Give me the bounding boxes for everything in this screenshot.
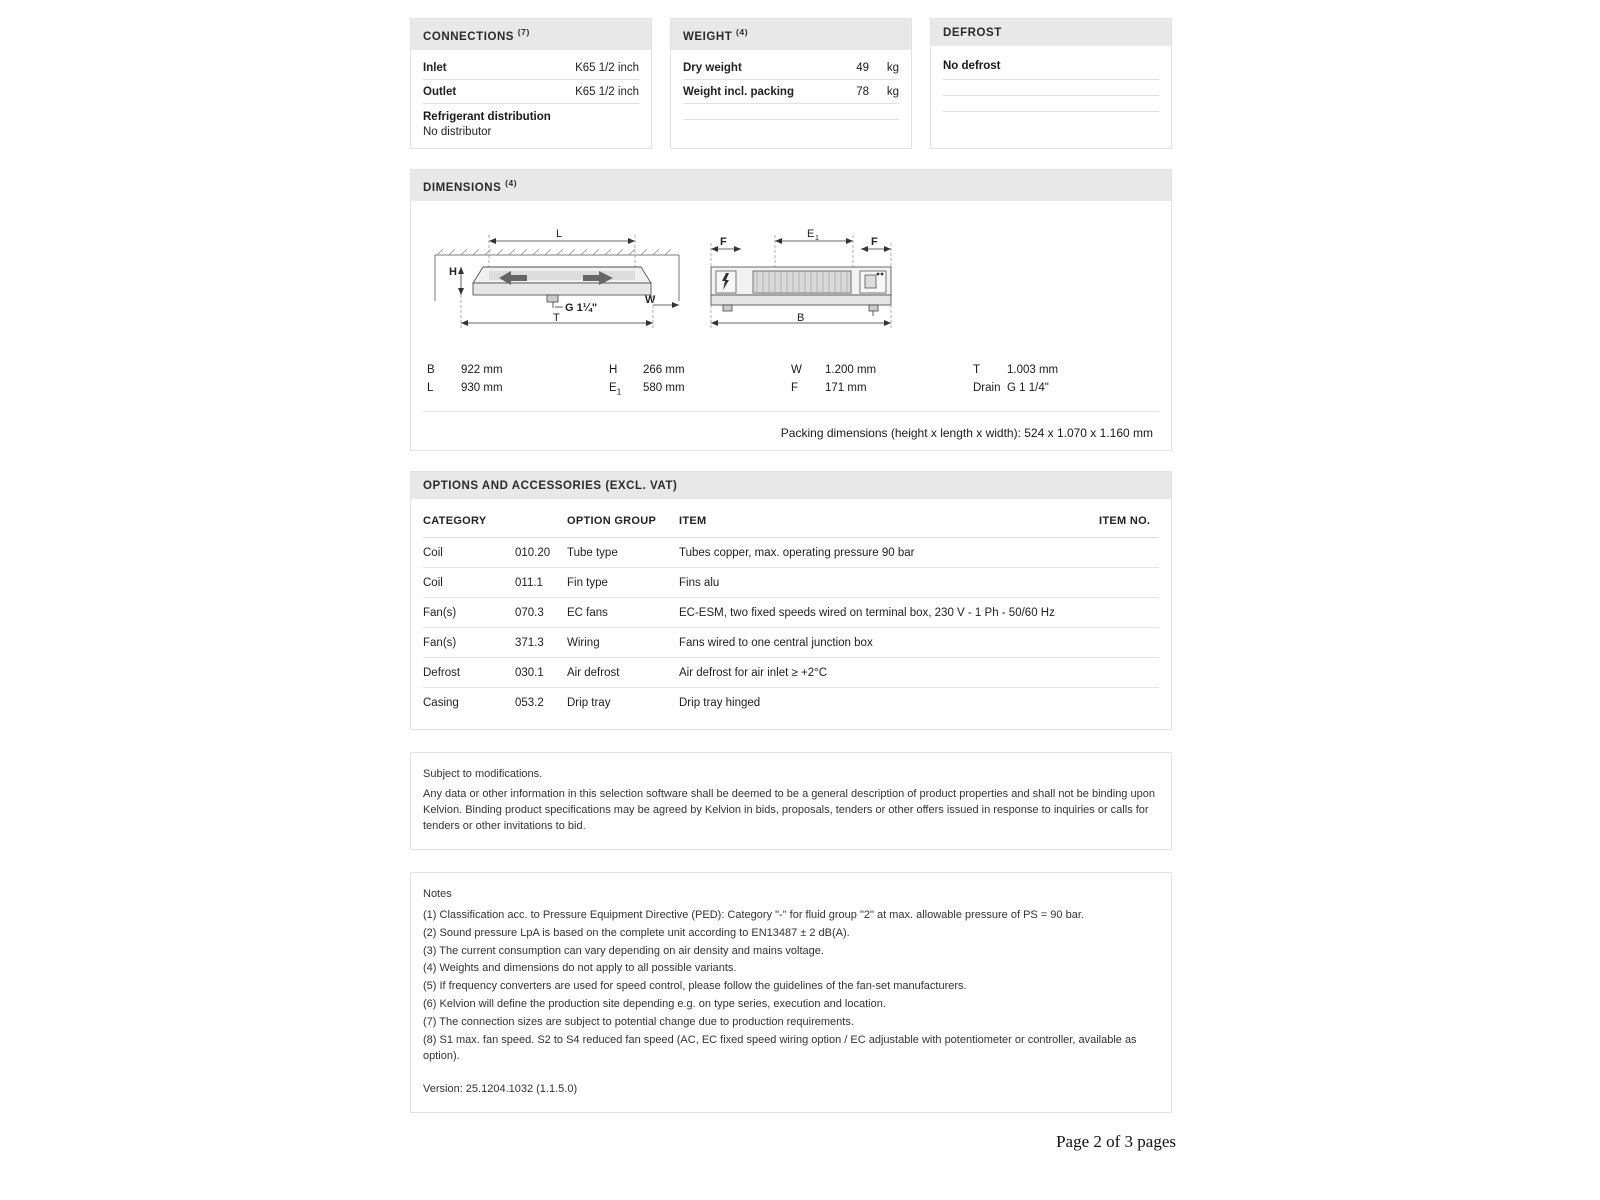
weight-title: WEIGHT (683, 30, 733, 43)
weight-note-ref: (4) (736, 27, 749, 37)
header-option-group: OPTION GROUP (567, 503, 679, 538)
dimensions-title: DIMENSIONS (423, 181, 502, 194)
defrost-value: No defrost (943, 52, 1159, 80)
weight-panel (670, 18, 912, 149)
svg-text:T: T (553, 311, 560, 324)
svg-text:H: H (449, 265, 457, 278)
notes-list (423, 907, 1159, 1066)
disclaimer-block (410, 752, 1172, 850)
notes-block (410, 872, 1172, 1113)
dimension-item (609, 361, 791, 379)
note-item: (7) The connection sizes are subject to potential change due to production requirements. (423, 1016, 854, 1029)
dimension-value: G 1 1/4" (1007, 381, 1049, 394)
cell-item-no (1099, 567, 1159, 597)
cell-group: Tube type (567, 537, 679, 567)
disclaimer-first-line: Subject to modifications. (423, 767, 543, 780)
dimension-value: 580 mm (643, 381, 685, 394)
dimension-symbol: T (973, 363, 981, 376)
dimension-symbol: H (609, 363, 618, 376)
svg-text:F: F (871, 235, 878, 248)
connections-note-ref: (7) (517, 27, 530, 37)
dimension-symbol: Drain (973, 381, 1001, 394)
dimension-item (791, 361, 973, 379)
dimension-item (427, 379, 609, 399)
cell-code: 011.1 (515, 567, 567, 597)
note-item: (8) S1 max. fan speed. S2 to S4 reduced fan speed (AC, EC fixed speed wiring option / EC adjustable with potentiometer or controller, available as option). (423, 1034, 1137, 1063)
packing-weight-value: 78 (856, 85, 869, 98)
cell-group: Drip tray (567, 696, 611, 709)
options-panel (410, 471, 1172, 730)
connections-outlet-label: Outlet (423, 85, 457, 98)
packing-weight-unit: kg (886, 85, 899, 98)
cell-item-no (1099, 597, 1159, 627)
spec-top-row (410, 18, 1172, 149)
disclaimer-body: Any data or other information in this selection software shall be deemed to be a general description of product properties and shall not be binding upon Kelvion. Binding product specifications may be agreed by Kelvion in bids, proposals, tenders or other offers issued in response to inquiries or calls for tenders or other invitations to bid. (423, 787, 1155, 832)
cell-category: Fan(s) (423, 597, 515, 627)
note-item: (2) Sound pressure LpA is based on the complete unit according to EN13487 ± 2 dB(A). (423, 926, 850, 939)
refrigerant-distribution-title: Refrigerant distribution (423, 110, 551, 123)
dimension-value: 1.003 mm (1007, 363, 1059, 376)
connections-inlet-value: K65 1/2 inch (575, 61, 639, 74)
cell-code: 371.3 (515, 627, 567, 657)
connections-title: CONNECTIONS (423, 30, 515, 43)
options-table (423, 503, 1159, 717)
cell-item-no (1099, 687, 1159, 717)
note-item: (1) Classification acc. to Pressure Equipment Directive (PED): Category "-" for fluid group "2" at max. allowable pressure of PS = 90 bar. (423, 908, 1084, 921)
table-row (423, 537, 1159, 567)
cell-code: 070.3 (515, 597, 567, 627)
note-item: (4) Weights and dimensions do not apply to all possible variants. (423, 962, 737, 975)
table-row (423, 597, 1159, 627)
cell-code: 030.1 (515, 657, 567, 687)
dimension-values (423, 361, 1159, 399)
notes-title: Notes (423, 887, 452, 900)
options-header (411, 472, 1171, 499)
connections-outlet-value: K65 1/2 inch (575, 85, 639, 98)
cell-category: Coil (423, 567, 515, 597)
options-title: OPTIONS AND ACCESSORIES (EXCL. VAT) (423, 479, 678, 492)
cell-group: EC fans (567, 597, 679, 627)
svg-text:W: W (645, 293, 656, 306)
cell-category: Coil (423, 537, 515, 567)
cell-category: Defrost (423, 657, 515, 687)
dimension-value: 266 mm (643, 363, 685, 376)
table-row (423, 657, 1159, 687)
weight-filler-line (683, 104, 899, 120)
dimension-value: 930 mm (461, 381, 503, 394)
weight-row-dry (683, 56, 899, 80)
dimension-item (427, 361, 609, 379)
cell-item: Fans wired to one central junction box (679, 627, 1099, 657)
cell-group: Wiring (567, 627, 679, 657)
cell-item: Tubes copper, max. operating pressure 90 bar (679, 537, 1099, 567)
dimensions-drawing (423, 211, 1159, 361)
dimensions-panel (410, 169, 1172, 451)
weight-body (671, 50, 911, 130)
refrigerant-distribution-block (423, 104, 639, 138)
cell-item-no (1099, 537, 1159, 567)
cell-item: Air defrost for air inlet ≥ +2°C (679, 657, 1099, 687)
connections-panel (410, 18, 652, 149)
dimension-item (973, 361, 1155, 379)
cell-code: 053.2 (515, 696, 544, 709)
connections-row-outlet (423, 80, 639, 104)
dimensions-body (411, 201, 1171, 450)
table-row (423, 627, 1159, 657)
dimension-value: 171 mm (825, 381, 867, 394)
connections-inlet-label: Inlet (423, 61, 447, 74)
dry-weight-value: 49 (856, 61, 869, 74)
defrost-filler-line-2 (943, 96, 1159, 112)
dimension-value: 1.200 mm (825, 363, 877, 376)
svg-text:E: E (807, 227, 815, 240)
weight-row-packing (683, 80, 899, 104)
cell-item-no (1099, 627, 1159, 657)
dimension-symbol: F (791, 381, 799, 394)
dimension-item (791, 379, 973, 399)
dimension-item (609, 379, 791, 399)
dimension-symbol: B (427, 363, 435, 376)
note-item: (6) Kelvion will define the production site depending e.g. on type series, execution and location. (423, 998, 886, 1011)
defrost-title: DEFROST (943, 27, 1002, 39)
svg-text:L: L (556, 227, 563, 240)
connections-header (411, 19, 651, 50)
dry-weight-unit: kg (886, 61, 899, 74)
dimension-symbol: L (427, 381, 434, 394)
version-label: Version: 25.1204.1032 (1.1.5.0) (423, 1083, 578, 1096)
header-category: CATEGORY (423, 503, 515, 538)
svg-text:B: B (797, 311, 805, 324)
dimension-symbol: W (791, 363, 802, 376)
svg-text:F: F (720, 235, 727, 248)
cell-category: Fan(s) (423, 627, 515, 657)
cell-group: Air defrost (567, 657, 679, 687)
page-footer: Page 2 of 3 pages (1056, 1132, 1176, 1151)
cell-code: 010.20 (515, 537, 567, 567)
header-item: ITEM (679, 503, 1099, 538)
table-row (423, 567, 1159, 597)
page-content (410, 18, 1172, 1135)
options-header-row (423, 503, 1159, 538)
cell-group: Fin type (567, 567, 679, 597)
packing-weight-label: Weight incl. packing (683, 85, 794, 98)
note-item: (5) If frequency converters are used for speed control, please follow the guidelines of the fan-set manufacturers. (423, 980, 967, 993)
cell-item-no (1099, 657, 1159, 687)
connections-row-inlet (423, 56, 639, 80)
note-item: (3) The current consumption can vary depending on air density and mains voltage. (423, 944, 824, 957)
dimensions-header (411, 170, 1171, 201)
defrost-panel (930, 18, 1172, 149)
svg-text:G 1¼": G 1¼" (565, 301, 598, 314)
header-item-no: ITEM NO. (1099, 503, 1159, 538)
cell-item: EC-ESM, two fixed speeds wired on terminal box, 230 V - 1 Ph - 50/60 Hz (679, 597, 1099, 627)
svg-text:1: 1 (815, 234, 819, 242)
cell-category: Casing (423, 696, 459, 709)
dimensions-note-ref: (4) (505, 177, 518, 188)
defrost-body (931, 46, 1171, 122)
connections-body (411, 50, 651, 148)
dimension-symbol: $E_1$ (609, 381, 622, 396)
cell-item: Drip tray hinged (679, 696, 761, 709)
weight-header (671, 19, 911, 50)
packing-dimensions: Packing dimensions (height x length x width): 524 x 1.070 x 1.160 mm (423, 411, 1159, 444)
header-code (515, 503, 567, 538)
unit-drawing-svg (423, 211, 1159, 361)
dimension-value: 922 mm (461, 363, 503, 376)
options-body (411, 499, 1171, 729)
defrost-header (931, 19, 1171, 46)
refrigerant-distribution-value: No distributor (423, 125, 492, 138)
dimension-item (973, 379, 1155, 399)
dry-weight-label: Dry weight (683, 61, 742, 74)
table-row (423, 687, 1159, 717)
defrost-filler-line-1 (943, 80, 1159, 96)
cell-item: Fins alu (679, 567, 1099, 597)
